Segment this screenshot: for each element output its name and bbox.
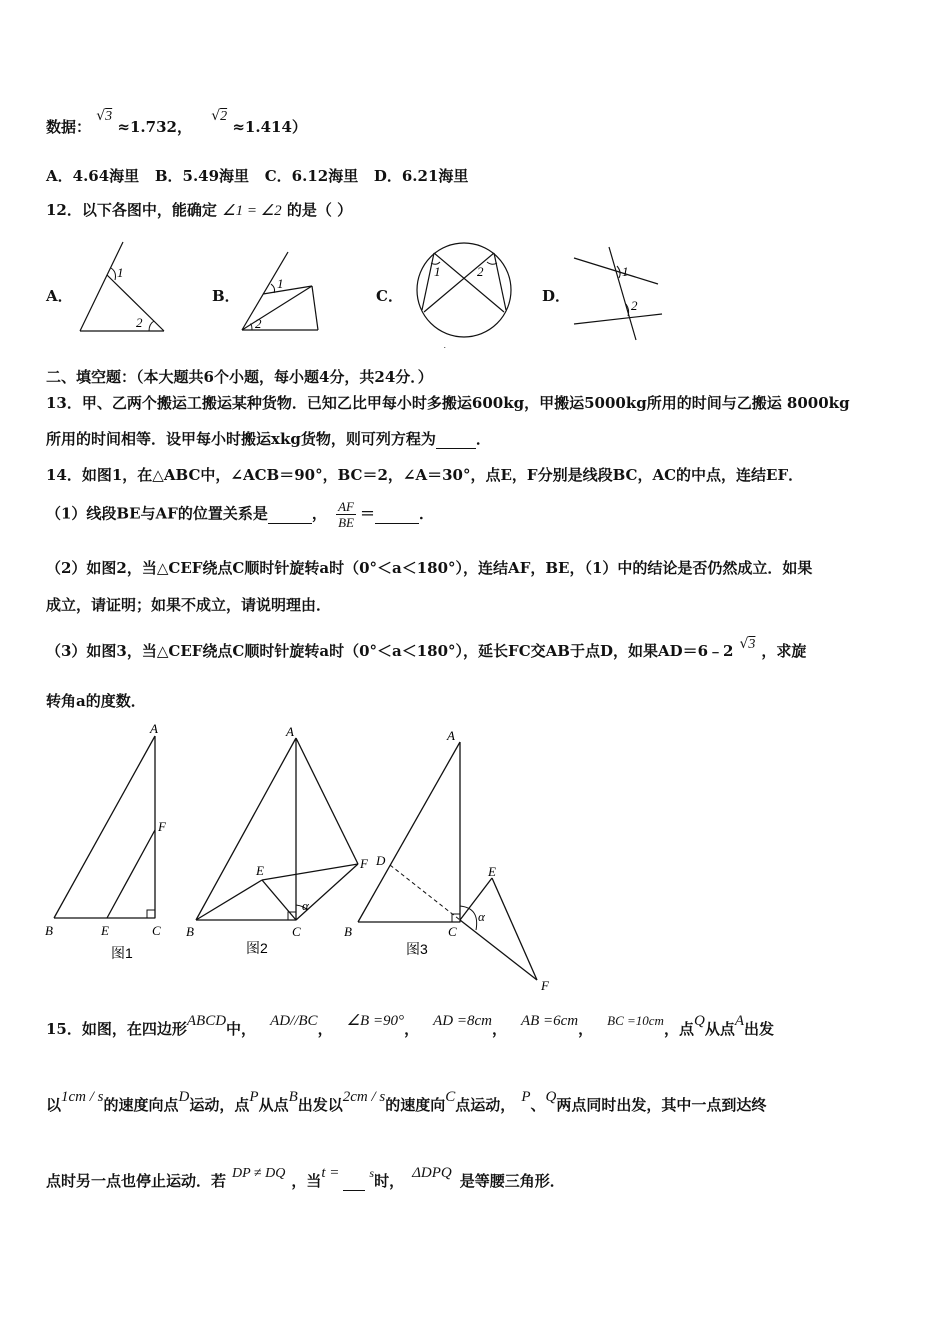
q15-math-b: B: [288, 1089, 298, 1105]
q15-math-speed1: 1cm / s: [61, 1089, 104, 1105]
q15-text: 出发: [744, 1020, 775, 1038]
q15-math-abcd: ABCD: [186, 1013, 227, 1029]
q12-text-post: 的是（ ）: [286, 201, 353, 219]
q15-text: 两点同时出发，其中一点到达终: [556, 1096, 767, 1114]
q14-p1-blank1[interactable]: [268, 505, 312, 524]
q14-p1-comma: ，: [311, 504, 327, 523]
q11-approx2: ≈1.414）: [232, 118, 307, 136]
q12a-angle2-label: 2: [136, 315, 143, 330]
q14-p3-sqrt: √3: [739, 636, 756, 652]
q14-frac-den: BE: [338, 515, 354, 530]
q11-data-label: 数据：: [46, 118, 92, 136]
q15-math-angleb: ∠B =90°: [346, 1013, 405, 1029]
q12-option-a-label: A．: [46, 287, 73, 305]
section2-title: 二、填空题：（本大题共6个小题，每小题4分，共24分．）: [46, 368, 433, 386]
q12d-angle2-label: 2: [631, 298, 638, 313]
q15-text: ，: [404, 1020, 420, 1038]
q12b-angle1-label: 1: [277, 276, 284, 291]
q15-math-q2: Q: [545, 1089, 557, 1105]
sqrt2-expr: √2: [211, 108, 228, 124]
q13-answer-blank[interactable]: [436, 430, 476, 449]
q15-math-triangle: ΔDPQ: [412, 1165, 452, 1181]
q15-math-a: A: [734, 1013, 744, 1029]
q15-math-t: t =: [321, 1165, 340, 1181]
q14-figure1: [40, 722, 180, 962]
q12-figure-a: [75, 240, 170, 335]
q12-text-pre: 12．以下各图中，能确定: [46, 201, 217, 219]
q15-text: 点运动，: [455, 1096, 516, 1114]
q15-text: 的速度向: [385, 1096, 446, 1114]
q12c-angle2-label: 2: [477, 264, 484, 279]
q12c-angle1-label: 1: [434, 264, 441, 279]
q14-intro: 14．如图1，在△ABC中，∠ACB＝90°，BC＝2，∠A＝30°，点E，F分别是线段BC，AC的中点，连结EF．: [46, 466, 804, 484]
fig3-label-a: A: [447, 728, 455, 743]
fig1-label-a: A: [150, 721, 158, 736]
q13-line1: 13．甲、乙两个搬运工搬运某种货物．已知乙比甲每小时多搬运600kg，甲搬运5000kg所用的时间与乙搬运 8000kg: [46, 394, 850, 412]
fig1-label-b: B: [45, 923, 53, 938]
q15-answer-blank[interactable]: [343, 1172, 365, 1191]
q15-math-neq: DP ≠ DQ: [232, 1166, 286, 1181]
q12-figure-b: [238, 250, 323, 335]
q14-p3-post: ，求旋: [761, 642, 807, 660]
q15-math-p2: P: [521, 1089, 531, 1105]
fig1-label-c: C: [152, 923, 161, 938]
q12-angle-expr: ∠1 = ∠2: [222, 203, 282, 219]
fig2-label-alpha: α: [302, 898, 309, 913]
fig3-caption: 图3: [406, 941, 428, 957]
q15-math-ad: AD =8cm: [433, 1013, 492, 1029]
q15-math-adbc: AD//BC: [270, 1013, 318, 1029]
q12-figure-c: [414, 238, 514, 348]
q14-part2-line1: （2）如图2，当△CEF绕点C顺时针旋转a时（0°＜a＜180°），连结AF，BE，（1）中的结论是否仍然成立．如果: [46, 559, 813, 577]
q12d-angle1-label: 1: [622, 264, 629, 279]
fig2-label-b: B: [186, 924, 194, 939]
fig1-label-e: E: [101, 923, 109, 938]
q14-fraction: [336, 499, 356, 530]
q15-text: 从点: [258, 1096, 289, 1114]
q15-text: 15．如图，在四边形: [46, 1020, 187, 1038]
fig1-caption: 图1: [111, 945, 133, 961]
q15-text: 是等腰三角形．: [459, 1172, 565, 1190]
q12-option-d-label: D．: [542, 287, 571, 305]
q15-text: 的速度向点: [103, 1096, 179, 1114]
sqrt3-expr: √3: [96, 108, 113, 124]
fig3-label-c: C: [448, 924, 457, 939]
q15-math-c: C: [445, 1089, 456, 1105]
fig3-label-d: D: [376, 853, 386, 868]
q12-option-c-label: C．: [376, 287, 403, 305]
q15-math-d: D: [178, 1089, 190, 1105]
q15-math-speed2: 2cm / s: [342, 1089, 386, 1105]
q13-line2-text: 所用的时间相等．设甲每小时搬运xkg货物，则可列方程为: [46, 430, 436, 448]
q15-math-ab: AB =6cm: [520, 1013, 579, 1029]
q15-math-bc: BC =10cm: [607, 1013, 664, 1028]
q15-line3: [46, 1165, 565, 1191]
q11-data-line: [46, 108, 307, 137]
q15-text: ，: [491, 1020, 507, 1038]
fig3-label-f: F: [541, 978, 549, 993]
fig2-label-f: F: [360, 856, 368, 871]
fig2-label-e: E: [256, 863, 264, 878]
q15-math-p: P: [249, 1089, 259, 1105]
q15-text: ，: [578, 1020, 594, 1038]
q14-part1: [46, 499, 434, 530]
q15-text: 时，: [374, 1172, 405, 1190]
q15-text: ，: [317, 1020, 333, 1038]
q14-frac-num: AF: [338, 499, 354, 514]
q15-text: ，当: [291, 1172, 322, 1190]
q14-p1-end: ．: [419, 504, 435, 523]
fig1-label-f: F: [158, 819, 166, 834]
q15-text: 出发以: [297, 1096, 343, 1114]
q15-math-s: s: [369, 1166, 375, 1180]
q12a-angle1-label: 1: [117, 265, 124, 280]
q12b-angle2-label: 2: [255, 316, 262, 331]
q15-text: 从点: [704, 1020, 735, 1038]
q14-part3-line1: [46, 636, 807, 661]
q15-line1: [46, 1013, 775, 1039]
fig2-caption: 图2: [246, 940, 268, 956]
q14-part3-line2: 转角a的度数．: [46, 692, 146, 710]
q15-text: 以: [46, 1096, 62, 1114]
svg-text:.: .: [444, 341, 446, 350]
q15-math-q: Q: [693, 1013, 705, 1029]
fig2-label-a: A: [286, 724, 294, 739]
q14-p3-text: （3）如图3，当△CEF绕点C顺时针旋转a时（0°＜a＜180°），延长FC交AB于点D，如果AD＝6﹣2: [46, 642, 734, 660]
q14-p1-eq: ＝: [359, 504, 375, 523]
q14-p1-text: （1）线段BE与AF的位置关系是: [46, 504, 268, 523]
q12-figure-d: [570, 244, 665, 344]
q15-text: 运动，点: [189, 1096, 250, 1114]
q12-question: [46, 199, 352, 220]
q13-line2: [46, 428, 491, 449]
q14-p1-blank2[interactable]: [375, 505, 419, 524]
fig3-label-b: B: [344, 924, 352, 939]
q11-options: A．4.64海里 B．5.49海里 C．6.12海里 D．6.21海里: [46, 167, 469, 185]
q12-option-b-label: B．: [212, 287, 240, 305]
q14-part2-line2: 成立，请证明；如果不成立，请说明理由．: [46, 596, 332, 614]
q13-line2-end: ．: [475, 430, 491, 448]
q15-text: 中，: [226, 1020, 257, 1038]
fig2-label-c: C: [292, 924, 301, 939]
q14-figure3: [340, 722, 565, 997]
q15-text: 点时另一点也停止运动．若: [46, 1172, 227, 1190]
fig3-label-alpha: α: [478, 909, 485, 924]
q11-approx3: ≈1.732，: [117, 118, 192, 136]
q15-text: ，点: [663, 1020, 694, 1038]
q15-line2: [46, 1089, 767, 1115]
fig3-label-e: E: [488, 864, 496, 879]
q15-text: 、: [530, 1096, 546, 1114]
